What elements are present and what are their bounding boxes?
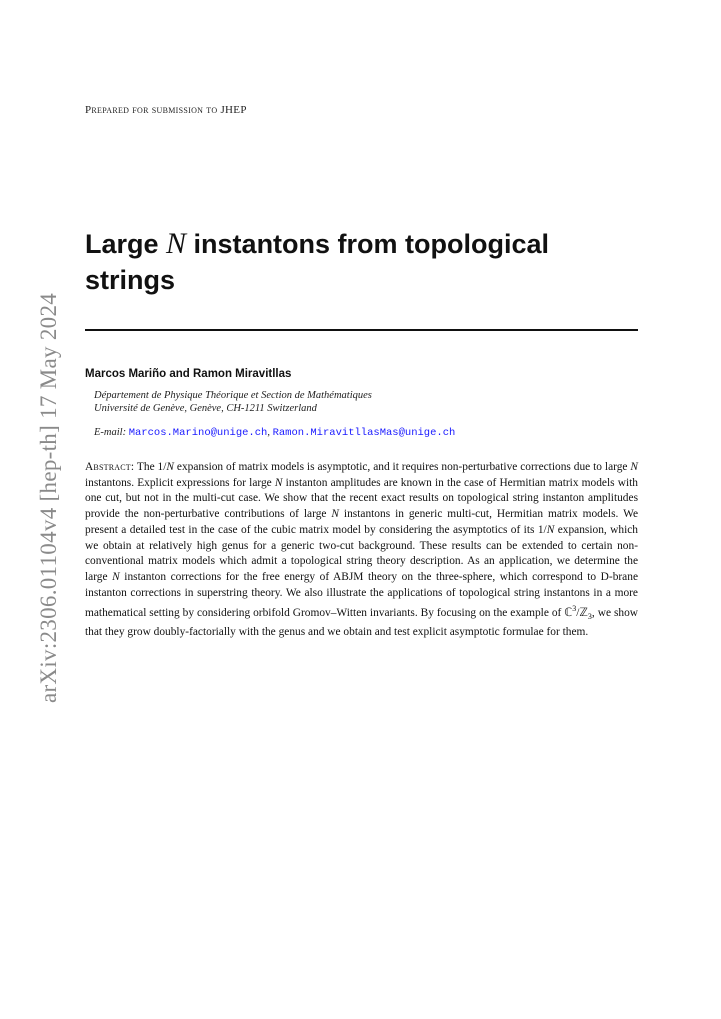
abstract-text-2: expansion of matrix models is asymptotic, and it requires non-perturbative corrections due to large — [174, 461, 631, 473]
orbifold-z: /ℤ — [576, 607, 588, 620]
affiliation-line-1: Département de Physique Théorique et Section de Mathématiques — [94, 390, 372, 401]
email-label: E-mail: — [94, 427, 127, 438]
email-link-marino[interactable]: Marcos.Marino@unige.ch — [128, 427, 268, 439]
abstract-var-n: N — [546, 523, 555, 536]
abstract-text-7: instanton corrections for the free energy of ABJM theory on the three-sphere, which correspond to D-brane instanton corrections in superstring theory. We also illustrate the applications of topological string instantons in a more mathematical setting by considering orbifold Gromov–Witten invariants. By focusing on the example of — [85, 570, 638, 620]
title-divider — [85, 329, 638, 331]
abstract-heading: Abstract: — [85, 461, 135, 473]
abstract-text-3: instantons. Explicit expressions for large — [85, 476, 275, 489]
submission-note: Prepared for submission to JHEP — [85, 104, 247, 116]
abstract — [85, 460, 638, 641]
email-line — [94, 427, 455, 439]
abstract-text-1: The 1/ — [134, 461, 167, 473]
email-link-miravitllas[interactable]: Ramon.MiravitllasMas@unige.ch — [272, 427, 456, 439]
affiliation-line-2: Université de Genève, Genève, CH-1211 Switzerland — [94, 403, 317, 414]
paper-title — [85, 226, 645, 298]
abstract-text-8: , we show that they grow doubly-factorially with the genus and we obtain and test explicit asymptotic formulae for them. — [85, 607, 639, 639]
abstract-var-n: N — [112, 570, 120, 583]
abstract-var-n: N — [630, 461, 638, 473]
abstract-var-n: N — [274, 476, 283, 489]
orbifold-c: ℂ — [564, 607, 573, 620]
email-separator: , — [267, 427, 273, 438]
abstract-text-6: expansion, which we obtain at relatively high genus for a generic two-cut background. These results can be extended to certain non-conventional matrix models which admit a topological string theory description. As an application, we determine the large — [85, 523, 638, 583]
orbifold-subscript: 3 — [587, 612, 592, 622]
abstract-text-4: instanton amplitudes are known in the case of Hermitian matrix models with one cut, but not in the multi-cut case. We show that the recent exact results on topological string instanton amplitudes provide the non-perturbative contributions of large — [85, 476, 638, 521]
abstract-text-5: instantons in generic multi-cut, Hermitian matrix models. We present a detailed test in the case of the cubic matrix model by considering the asymptotics of its 1/ — [85, 508, 638, 536]
title-part-1: Large — [85, 229, 167, 259]
affiliation — [94, 389, 372, 415]
abstract-var-n: N — [166, 461, 175, 473]
arxiv-identifier-stamp: arXiv:2306.01104v4 [hep-th] 17 May 2024 — [36, 292, 61, 704]
title-part-2: instantons from topological strings — [85, 229, 550, 295]
title-variable-n: N — [166, 227, 187, 260]
abstract-var-n: N — [331, 508, 339, 521]
author-list: Marcos Mariño and Ramon Miravitllas — [85, 368, 292, 380]
orbifold-exponent: 3 — [572, 604, 577, 614]
